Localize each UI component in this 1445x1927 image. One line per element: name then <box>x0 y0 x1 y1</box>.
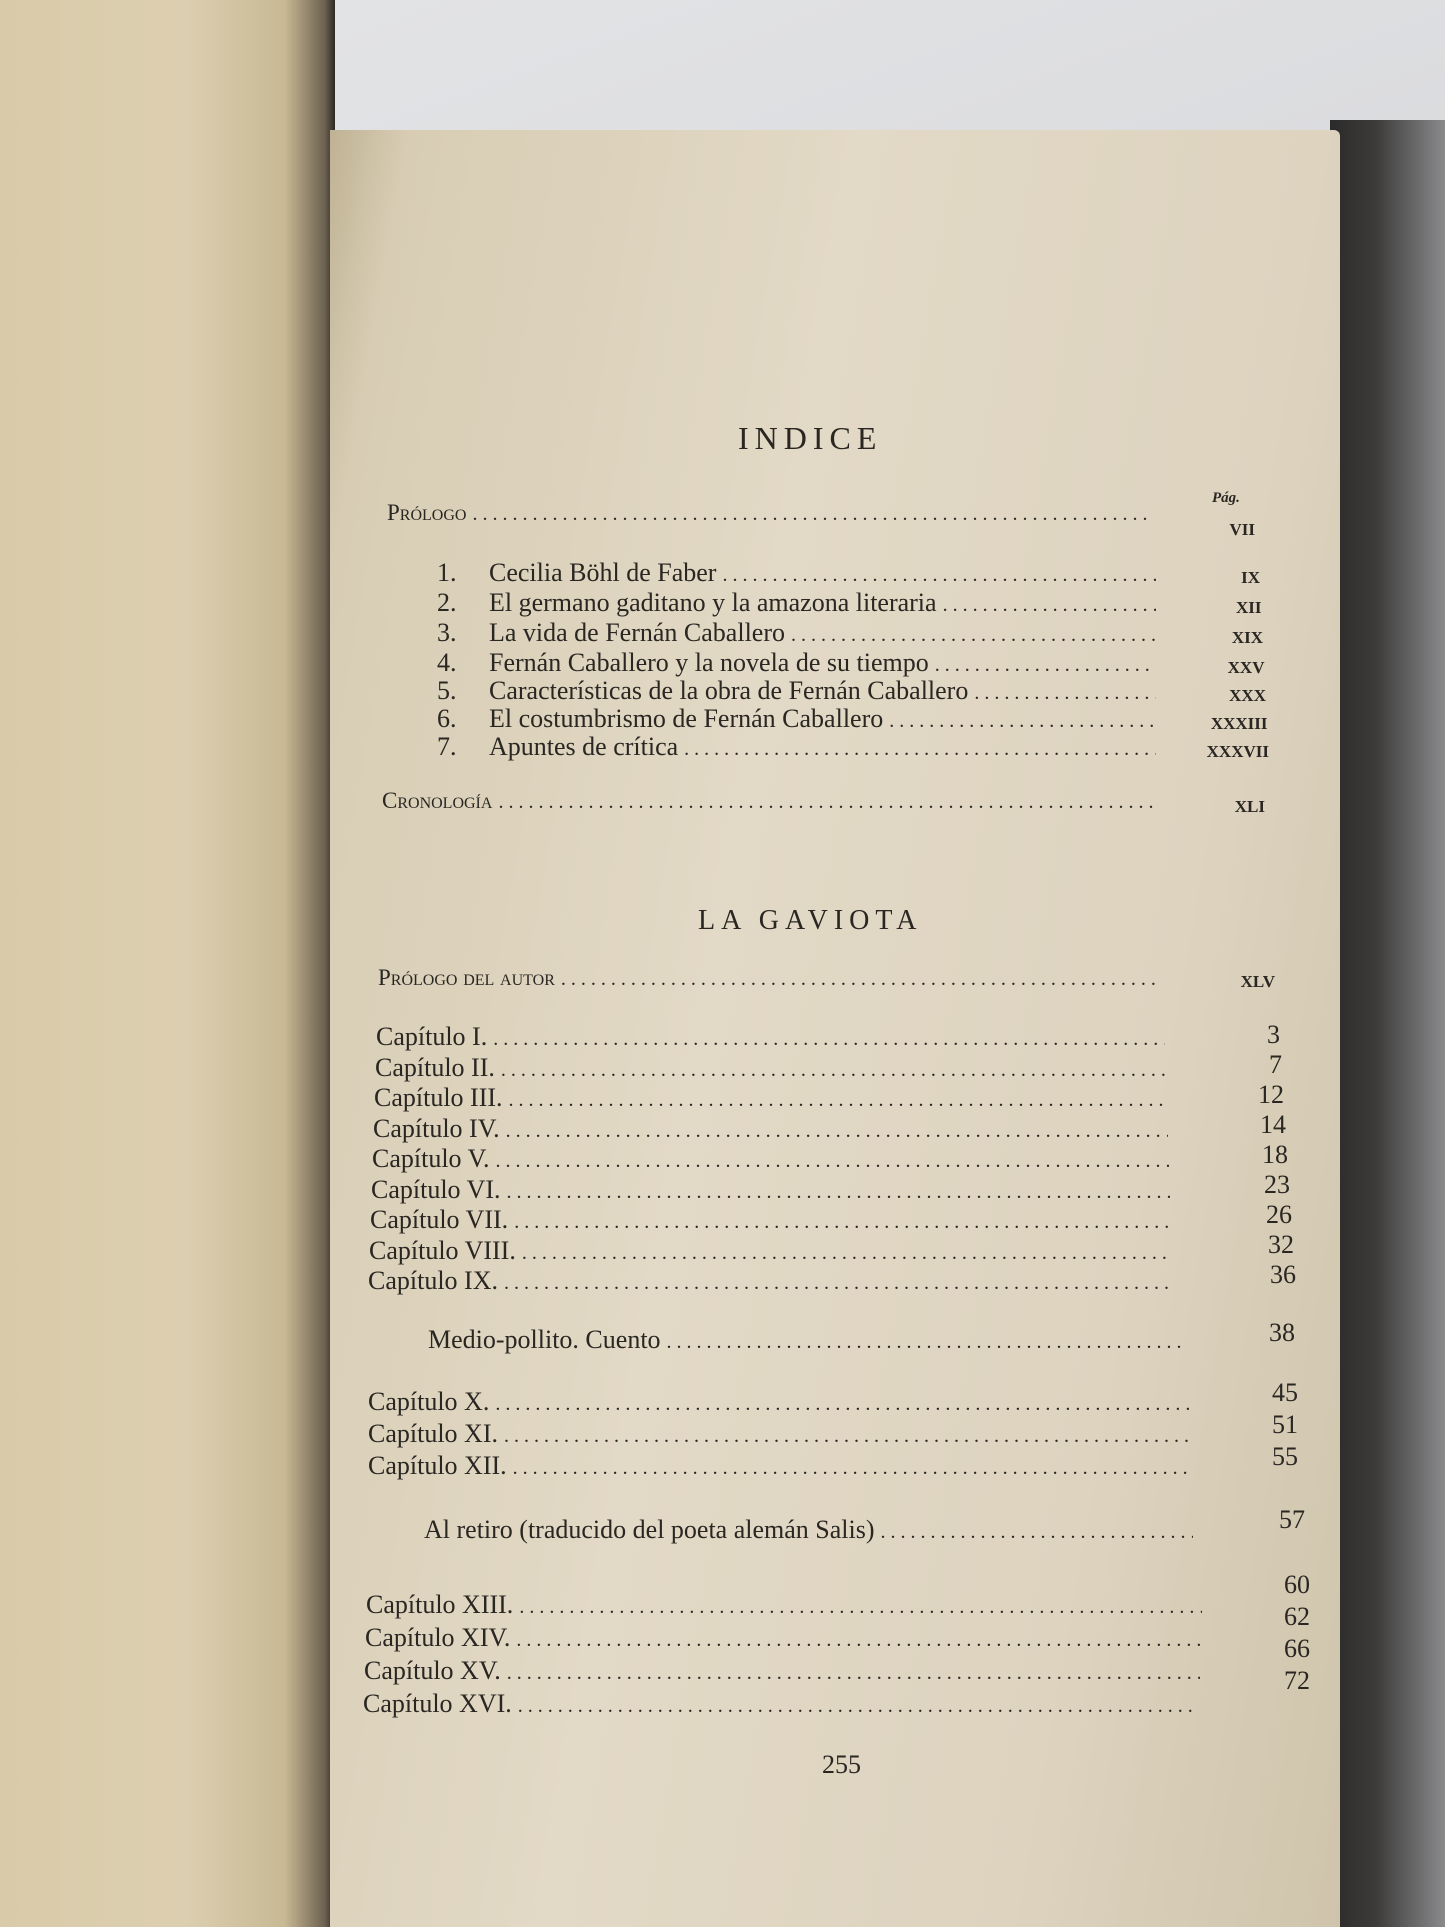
entry-page: 32 <box>1268 1230 1294 1259</box>
dot-leader <box>509 1089 1167 1112</box>
entry-label: Características de la obra de Fernán Caballero <box>489 676 969 705</box>
dot-leader <box>507 1662 1200 1685</box>
entry-label: Capítulo IX. <box>368 1266 498 1295</box>
gaviota-title: LA GAVIOTA <box>698 905 923 936</box>
entry-label: Medio-pollito. Cuento <box>428 1325 661 1354</box>
toc-entry-chapter <box>371 1175 1176 1205</box>
section-number: 1. <box>437 558 457 587</box>
entry-label: Capítulo XV. <box>364 1656 501 1685</box>
entry-label: Capítulo IV. <box>373 1113 500 1143</box>
entry-page: 36 <box>1270 1260 1296 1289</box>
toc-entry-prologo-autor <box>378 965 1168 991</box>
dot-leader <box>507 1181 1170 1204</box>
entry-page: 55 <box>1272 1442 1298 1471</box>
toc-entry-chapter <box>364 1656 1206 1686</box>
toc-entry-chapter <box>369 1236 1178 1266</box>
entry-label: Capítulo V. <box>372 1144 490 1173</box>
entry-label: Capítulo X. <box>368 1387 490 1416</box>
entry-page: 7 <box>1269 1050 1282 1079</box>
toc-entry-cronologia <box>382 788 1162 814</box>
toc-entry-chapter <box>368 1451 1198 1481</box>
entry-page: XIX <box>1231 628 1263 647</box>
entry-page: 62 <box>1284 1602 1310 1631</box>
book-cover-edge <box>1330 120 1445 1927</box>
entry-page: XII <box>1235 598 1262 617</box>
toc-entry-chapter <box>374 1083 1173 1113</box>
toc-entry-section <box>437 618 1162 648</box>
dot-leader <box>501 1059 1166 1082</box>
entry-page: XLI <box>1234 797 1265 816</box>
dot-leader <box>684 738 1156 761</box>
toc-entry-section <box>437 704 1162 734</box>
entry-label: El costumbrismo de Fernán Caballero <box>489 704 884 733</box>
entry-label: Capítulo XVI. <box>363 1689 512 1718</box>
entry-label: Al retiro (traducido del poeta alemán Salis) <box>424 1515 875 1544</box>
section-number: 6. <box>437 704 457 733</box>
entry-page: 72 <box>1284 1666 1310 1695</box>
entry-page: XXXIII <box>1210 714 1268 733</box>
dot-leader <box>472 503 1151 526</box>
dot-leader <box>496 1150 1169 1173</box>
dot-leader <box>935 654 1156 677</box>
entry-label: Capítulo II. <box>375 1052 495 1082</box>
dot-leader <box>513 1457 1192 1480</box>
dot-leader <box>881 1521 1193 1544</box>
dot-leader <box>561 968 1162 991</box>
entry-label: Cronología <box>382 788 493 813</box>
dot-leader <box>504 1272 1173 1295</box>
dot-leader <box>506 1120 1168 1143</box>
dot-leader <box>943 594 1156 617</box>
entry-page: 60 <box>1284 1570 1310 1599</box>
entry-page: 23 <box>1264 1170 1290 1199</box>
dot-leader <box>504 1425 1192 1448</box>
toc-entry-al-retiro <box>424 1515 1199 1545</box>
toc-entry-chapter <box>363 1689 1205 1719</box>
dot-leader <box>493 1028 1165 1051</box>
entry-page: 14 <box>1260 1110 1286 1139</box>
entry-label: Capítulo XIII. <box>366 1590 514 1619</box>
dot-leader <box>722 564 1156 587</box>
dot-leader <box>522 1242 1172 1265</box>
entry-label: Capítulo VI. <box>371 1174 501 1204</box>
entry-label: Capítulo I. <box>376 1022 488 1051</box>
dot-leader <box>667 1331 1187 1354</box>
toc-entry-chapter <box>375 1053 1172 1083</box>
toc-entry-prologo <box>387 500 1157 526</box>
entry-page: VII <box>1229 520 1255 539</box>
dot-leader <box>516 1629 1201 1652</box>
entry-page: 57 <box>1279 1505 1305 1534</box>
entry-label: Cecilia Böhl de Faber <box>489 558 717 587</box>
entry-label: Apuntes de crítica <box>489 732 679 761</box>
toc-entry-chapter <box>366 1590 1208 1620</box>
entry-page: 45 <box>1272 1378 1298 1407</box>
entry-label: Capítulo VIII. <box>369 1235 516 1265</box>
dot-leader <box>974 682 1156 705</box>
toc-entry-chapter <box>373 1114 1174 1144</box>
entry-page: IX <box>1241 568 1260 587</box>
toc-entry-chapter <box>368 1419 1198 1449</box>
toc-entry-chapter <box>365 1623 1207 1653</box>
dot-leader <box>519 1596 1202 1619</box>
entry-page: XXX <box>1229 686 1266 705</box>
page-column-header: Pág. <box>1212 490 1240 506</box>
page-number: 255 <box>822 1750 861 1779</box>
dot-leader <box>889 710 1156 733</box>
toc-entry-chapter <box>368 1266 1179 1296</box>
entry-label: El germano gaditano y la amazona literaria <box>489 588 937 617</box>
toc-entry-section <box>437 648 1162 678</box>
toc-entry-medio-pollito <box>428 1325 1193 1355</box>
toc-entry-section <box>437 732 1162 762</box>
entry-page: 12 <box>1258 1080 1284 1109</box>
section-number: 2. <box>437 588 457 617</box>
entry-label: Prólogo <box>387 500 467 525</box>
toc-entry-section <box>437 558 1162 588</box>
entry-label: Prólogo del autor <box>378 965 555 990</box>
index-title: INDICE <box>738 420 883 456</box>
entry-page: 18 <box>1262 1140 1288 1169</box>
toc-entry-section <box>437 676 1162 706</box>
entry-label: Capítulo XII. <box>368 1451 507 1480</box>
entry-label: Capítulo XIV. <box>365 1623 511 1652</box>
toc-entry-chapter <box>372 1144 1175 1174</box>
entry-page: 3 <box>1267 1020 1280 1049</box>
dot-leader <box>498 791 1156 814</box>
toc-entry-section <box>437 588 1162 618</box>
entry-page: XLV <box>1240 972 1275 991</box>
entry-label: Capítulo XI. <box>368 1419 498 1448</box>
entry-page: 51 <box>1272 1410 1298 1439</box>
entry-label: La vida de Fernán Caballero <box>489 618 785 647</box>
dot-leader <box>791 624 1156 647</box>
dot-leader <box>495 1393 1192 1416</box>
section-number: 7. <box>437 732 457 761</box>
left-page <box>0 0 335 1927</box>
entry-page: 26 <box>1266 1200 1292 1229</box>
toc-entry-chapter <box>376 1022 1171 1052</box>
section-number: 4. <box>437 648 457 677</box>
entry-page: 38 <box>1269 1318 1295 1347</box>
section-number: 5. <box>437 676 457 705</box>
entry-label: Capítulo III. <box>374 1083 503 1112</box>
dot-leader <box>514 1211 1171 1234</box>
toc-entry-chapter <box>368 1387 1198 1417</box>
entry-label: Capítulo VII. <box>370 1205 509 1234</box>
entry-page: XXXVII <box>1206 742 1269 761</box>
toc-entry-chapter <box>370 1205 1177 1235</box>
section-number: 3. <box>437 618 457 647</box>
entry-label: Fernán Caballero y la novela de su tiempo <box>489 648 929 677</box>
entry-page: 66 <box>1284 1634 1310 1663</box>
dot-leader <box>518 1695 1199 1718</box>
entry-page: XXV <box>1227 658 1265 677</box>
